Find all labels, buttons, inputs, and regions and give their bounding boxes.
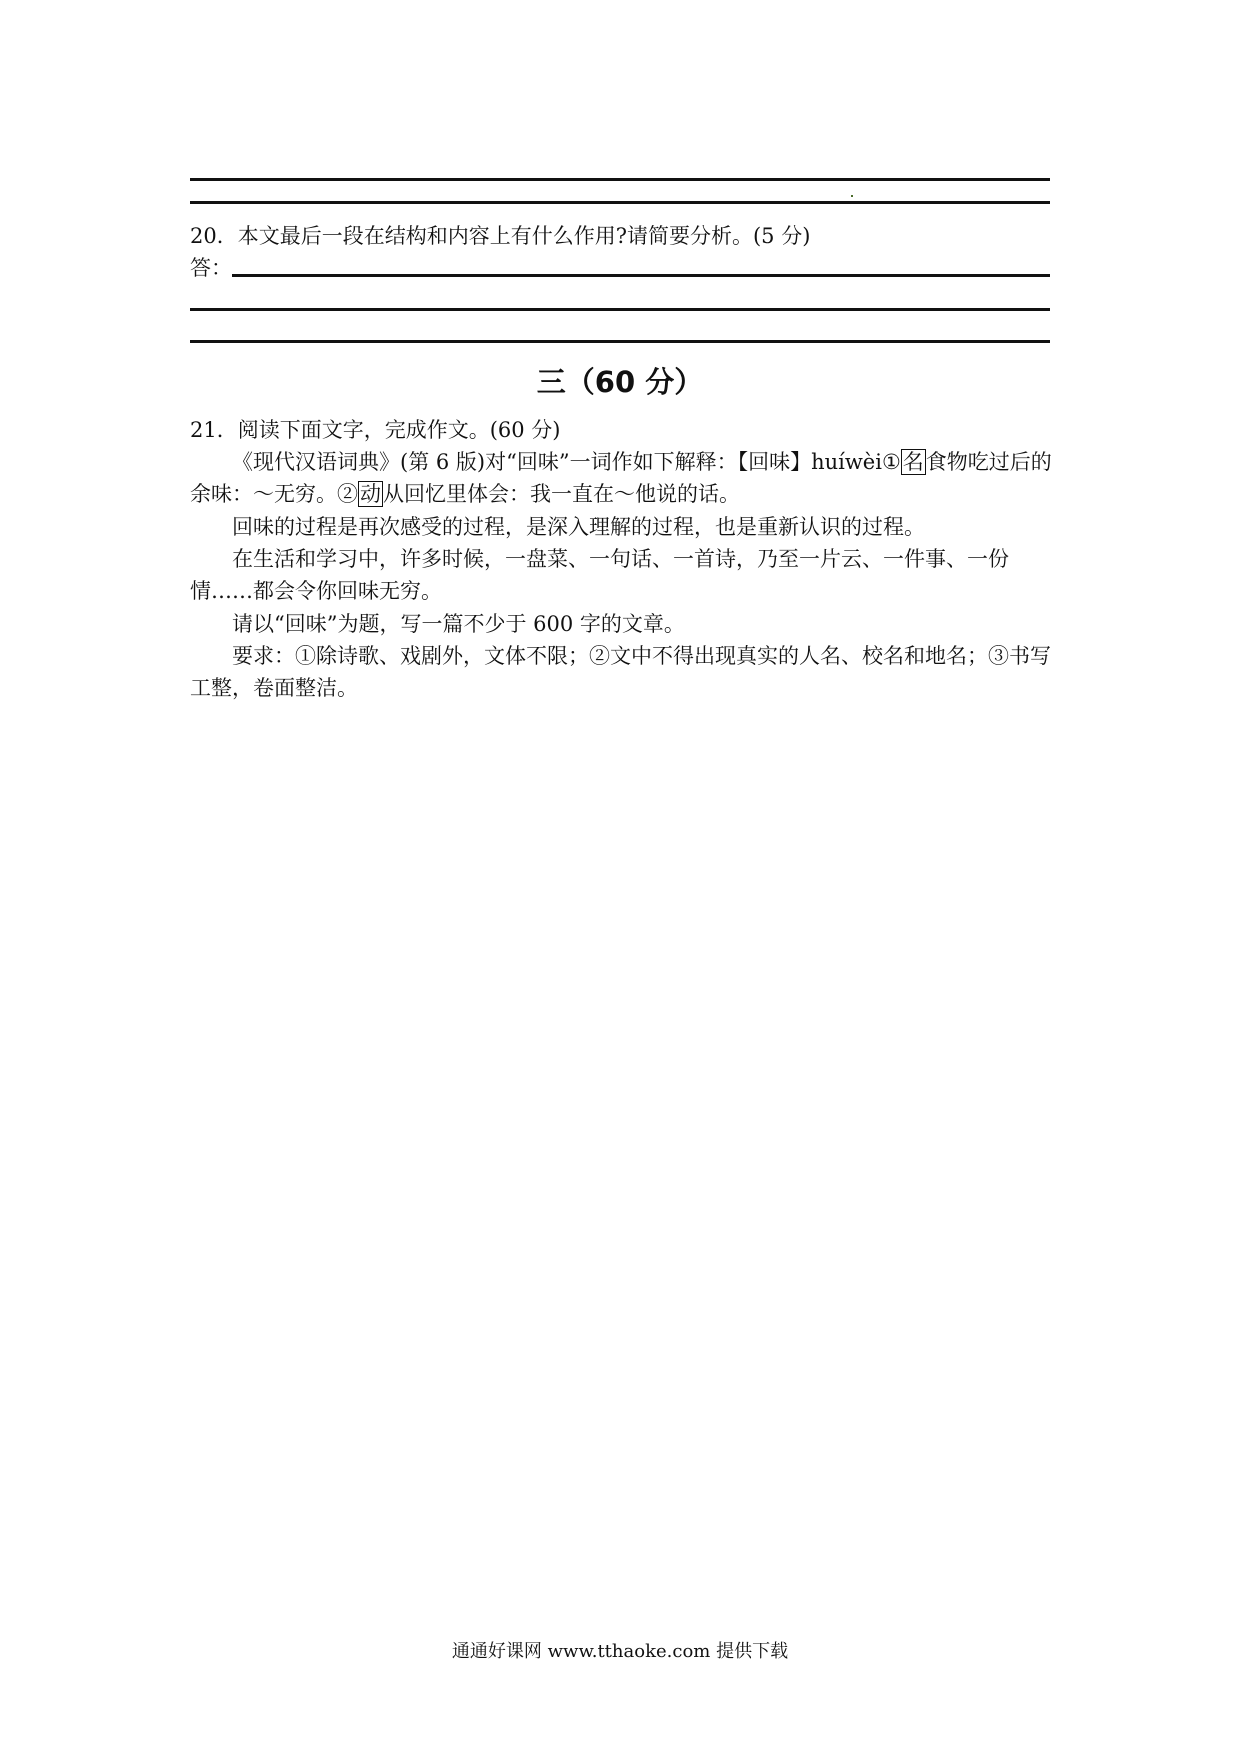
answer-label: 答： [190,256,232,280]
dictionary-text-2: 食物吃过后的余味：～无穷。② [190,450,1052,506]
footer: 通通好课网 www.tthaoke.com 提供下载 [451,1641,789,1662]
paragraph-4: 请以“回味”为题，写一篇不少于 600 字的文章。 [232,612,685,636]
stray-mark [851,195,853,197]
dictionary-text-3: 从回忆里体会：我一直在～他说的话。 [383,482,740,506]
answer-line [190,201,1050,204]
dictionary-text-1: 《现代汉语词典》(第 6 版)对“回味”一词作如下解释：【回味】huíwèi① [232,450,901,474]
dictionary-paragraph [190,446,1070,510]
question-21: 21．阅读下面文字，完成作文。(60 分) [190,418,561,442]
answer-line [232,274,1050,277]
answer-line [190,340,1050,343]
paragraph-3: 在生活和学习中，许多时候，一盘菜、一句话、一首诗，乃至一片云、一件事、一份情……都会令你回味无穷。 [190,547,1009,603]
paragraph-2: 回味的过程是再次感受的过程，是深入理解的过程，也是重新认识的过程。 [232,515,925,539]
verb-box: 动 [360,482,381,506]
answer-line [190,178,1050,181]
question-20: 20．本文最后一段在结构和内容上有什么作用?请简要分析。(5 分) [190,224,811,248]
noun-box: 名 [902,450,924,474]
answer-line [190,308,1050,311]
section-title: 三（60 分） [536,365,704,399]
paragraph-5: 要求：①除诗歌、戏剧外，文体不限；②文中不得出现真实的人名、校名和地名；③书写工整，卷面整洁。 [190,644,1051,700]
